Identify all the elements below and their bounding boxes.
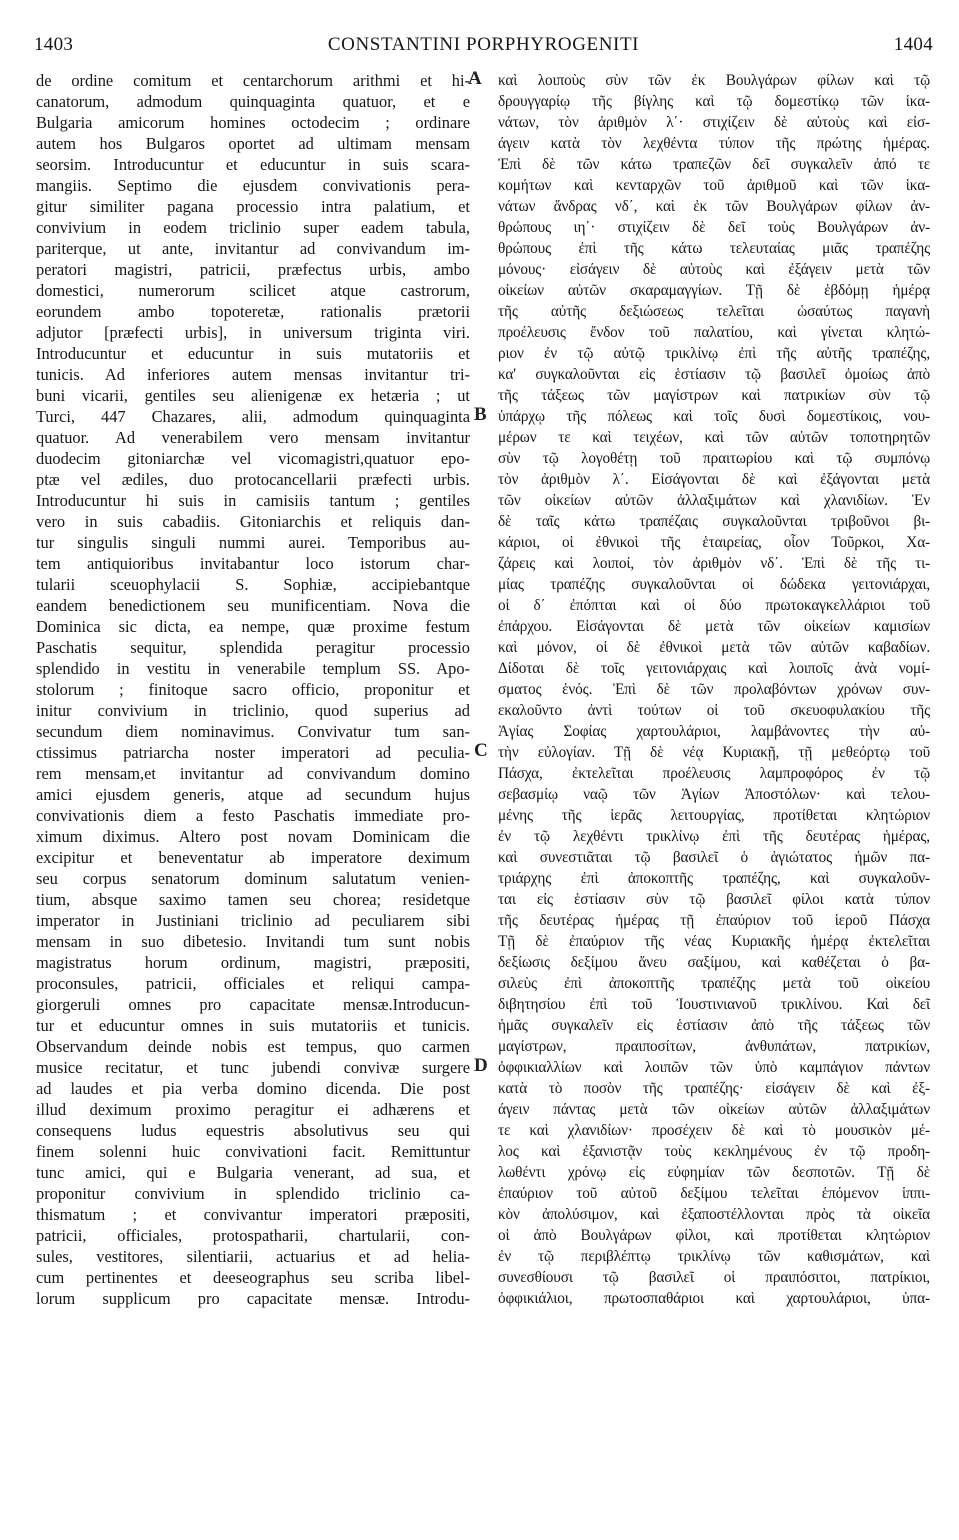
latin-text-line: lorum supplicum pro capacitate mensæ. Introdu-	[36, 1289, 470, 1308]
latin-text-line: mangiis. Septimo die ejusdem convivationis pera-	[36, 176, 470, 195]
greek-text-line: συνεσθίουσι τῷ βασιλεῖ οἱ πραιπόσιτοι, πατρίκιοι,	[498, 1269, 930, 1286]
greek-text-line: καὶ συνεστιᾶται τῷ βασιλεῖ ὁ ἁγιώτατος ἡμῶν πα-	[498, 849, 930, 866]
latin-text-line: cum pertinentes et deeseographus seu scriba libel-	[36, 1268, 470, 1287]
latin-text-line: Turci, 447 Chazares, alii, admodum quinquaginta	[36, 407, 470, 426]
latin-text-line: domestici, numerorum scilicet atque castrorum,	[36, 281, 470, 300]
greek-text-line: κὸν ἀπολύσιμον, καὶ ἐξαποστέλλονται πρὸς τὰ οἰκεῖα	[498, 1206, 930, 1223]
latin-text-line: amici ejusdem generis, atque ad secundum hujus	[36, 785, 470, 804]
latin-text-line: buni vicarii, gentiles seu alienigenæ ex hetæria ; ut	[36, 386, 470, 405]
greek-text-line: τὸν ἀριθμὸν λ΄. Εἰσάγονται δὲ καὶ ἐξάγονται μετὰ	[498, 471, 930, 488]
latin-text-line: initur convivium in triclinio, quod superius ad	[36, 701, 470, 720]
latin-text-line: tur singulis singuli nummi aurei. Temporibus au-	[36, 533, 470, 552]
greek-text-line: δεξίωσις δεξίμου ἄνευ σαξίμου, καὶ καθέζεται ὁ βα-	[498, 954, 930, 971]
latin-text-line: adjutor [præfecti urbis], in universum triginta viri.	[36, 323, 470, 342]
latin-text-line: convivium in eodem triclinio super eadem tabula,	[36, 218, 470, 237]
greek-text-line: σιλεὺς ἐπὶ ἀποκοπτῆς τραπέζης μετὰ τοῦ οἰκείου	[498, 975, 930, 992]
greek-text-line: δρουγγαρίῳ τῆς βίγλης καὶ τῷ δομεστίκῳ τῶν ἱκα-	[498, 93, 930, 110]
latin-text-line: imperator in Justiniani triclinio ad peculiarem sibi	[36, 911, 470, 930]
greek-text-line: σματος ἑνός. Ἐπὶ δὲ τῶν προλαβόντων χρόνων συν-	[498, 681, 930, 698]
latin-text-line: secundum diem nominavimus. Convivatur tum san-	[36, 722, 470, 741]
latin-column	[36, 70, 470, 1309]
greek-text-line: ἐν τῷ λεχθέντι τρικλίνῳ ἐπὶ τῆς δευτέρας ἡμέρας,	[498, 828, 930, 845]
latin-text-line: ptæ vel ædiles, duo protocancellarii præfecti urbis.	[36, 470, 470, 489]
greek-text-line: νάτων ἄνδρας νδ΄, καὶ ἐκ τῶν Βουλγάρων φίλων ἀν-	[498, 198, 930, 215]
latin-text-line: tunc amici, qui e Bulgaria venerant, ad sua, et	[36, 1163, 470, 1182]
greek-text-line: λος καὶ ἐξανιστᾷν τοὺς κεκλημένους ἐν τῷ προδη-	[498, 1143, 930, 1160]
greek-text-line: μίας τραπέζης συγκαλοῦνται οἱ δώδεκα γειτονιάρχαι,	[498, 576, 930, 593]
latin-text-line: Paschatis sequitur, splendida peragitur processio	[36, 638, 470, 657]
greek-text-line: ὑπάρχῳ τῆς πόλεως καὶ τοῖς δυσὶ δομεστίκοις, νου-	[498, 408, 930, 425]
greek-text-line: τῆς αὐτῆς δεξιώσεως τελεῖται ὡσαύτως παγανὴ	[498, 303, 930, 320]
latin-text-line: thismatum ; et convivantur imperatori præpositi,	[36, 1205, 470, 1224]
greek-text-line: εκαλοῦντο ἀντὶ τούτων οἱ τοῦ σκευοφυλακίου τῆς	[498, 702, 930, 719]
latin-text-line: magistratus horum ordinum, magistri, præpositi,	[36, 953, 470, 972]
latin-text-line: tur et educuntur omnes in suis mutatoriis et tunicis.	[36, 1016, 470, 1035]
latin-text-line: tunicis. Ad inferiores autem mensas invitantur tri-	[36, 365, 470, 384]
greek-text-line: άγειν πάντας μετὰ τῶν οἰκείων αὐτῶν ἀλλαξιμάτων	[498, 1101, 930, 1118]
greek-text-line: οἱ δ΄ ἐπόπται καὶ οἱ δύο πρωτοκαγκελλάριοι τοῦ	[498, 597, 930, 614]
latin-text-line: sules, vestitores, silentiarii, actuarius et ad helia-	[36, 1247, 470, 1266]
page-number-left: 1403	[34, 34, 74, 55]
latin-text-line: eandem benedictionem seu munificentiam. Nova die	[36, 596, 470, 615]
greek-text-line: κάριοι, οἱ ἐθνικοὶ τῆς ἑταιρείας, οἷον Τοῦρκοι, Χα-	[498, 534, 930, 551]
latin-text-line: Introducuntur et educuntur in suis mutatoriis et	[36, 344, 470, 363]
greek-text-line: Τῇ δὲ ἐπαύριον τῆς νέας Κυριακῆς ἡμέρᾳ ἐκτελεῖται	[498, 933, 930, 950]
latin-text-line: duodecim gitoniarchæ vel vicomagistri,quatuor epo-	[36, 449, 470, 468]
greek-text-line: μόνους· εἰσάγειν δὲ αὐτοὺς καὶ ἐξάγειν μετὰ τῶν	[498, 261, 930, 278]
greek-text-line: ἡμᾶς συγκαλεῖν εἰς ἑστίασιν ἀπὸ τῆς τάξεως τῶν	[498, 1017, 930, 1034]
greek-text-line: Ἐπὶ δὲ τῶν κάτω τραπεζῶν δεῖ συγκαλεῖν ἀπό τε	[498, 156, 930, 173]
greek-text-line: κατὰ τὸ ποσὸν τῆς τραπέζης· εἰσάγειν δὲ καὶ ἐξ-	[498, 1080, 930, 1097]
latin-text-line: ximum diximus. Altero post novam Dominicam die	[36, 827, 470, 846]
greek-text-line: καὶ μόνον, οἱ δὲ ἐθνικοὶ μετὰ τῶν αὐτῶν καβαδίων.	[498, 639, 930, 656]
latin-text-line: patricii, officiales, protospatharii, chartularii, con-	[36, 1226, 470, 1245]
latin-text-line: ctissimus patriarcha noster imperatori ad peculia-	[36, 743, 470, 762]
latin-text-line: autem hos Bulgaros oportet ad ultimam mensam	[36, 134, 470, 153]
greek-text-line: τριάρχης ἐπὶ ἀποκοπτῆς τραπέζης, καὶ συγκαλοῦν-	[498, 870, 930, 887]
page-number-right: 1404	[893, 34, 933, 55]
latin-text-line: eorundem ambo topoteretæ, rationalis prætorii	[36, 302, 470, 321]
greek-text-line: ὀφφικιάλιοι, πρωτοσπαθάριοι καὶ χαρτουλάριοι, ὑπα-	[498, 1290, 930, 1307]
latin-text-line: quatuor. Ad venerabilem vero mensam invitantur	[36, 428, 470, 447]
greek-text-line: μαγίστρων, πραιποσίτων, ἀνθυπάτων, πατρικίων,	[498, 1038, 930, 1055]
greek-text-line: Δίδοται δὲ τοῖς γειτονιάρχαις καὶ λοιποῖς ἀνὰ νομί-	[498, 660, 930, 677]
greek-text-line: θρώπους ἐπὶ τῆς κάτω τελευταίας μιᾶς τραπέζης	[498, 240, 930, 257]
latin-text-line: proconsules, patricii, officiales et reliqui campa-	[36, 974, 470, 993]
latin-text-line: Bulgaria amicorum homines octodecim ; ordinare	[36, 113, 470, 132]
latin-text-line: excipitur et beneventatur ab imperatore deximum	[36, 848, 470, 867]
section-marker-d: D	[474, 1055, 488, 1076]
greek-text-line: ἐν τῷ περιβλέπτῳ τρικλίνῳ τῶν καθισμάτων, καὶ	[498, 1248, 930, 1265]
greek-text-line: μέρων τε καὶ τειχέων, καὶ τῶν αὐτῶν τοποτηρητῶν	[498, 429, 930, 446]
latin-text-line: Dominica sic dicta, ea nempe, quæ proxime festum	[36, 617, 470, 636]
greek-text-line: ἐπαύριον τοῦ αὐτοῦ δεξίμου τελεῖται ἑπόμενον ἱππι-	[498, 1185, 930, 1202]
section-marker-c: C	[474, 740, 488, 761]
latin-text-line: peratori magistri, patricii, præfectus urbis, ambo	[36, 260, 470, 279]
latin-text-line: Introducuntur hi suis in camisiis tantum ; gentiles	[36, 491, 470, 510]
latin-text-line: de ordine comitum et centarchorum arithmi et hi-	[36, 71, 470, 90]
greek-text-line: κομήτων καὶ κενταρχῶν τοῦ ἀριθμοῦ καὶ τῶν ἱκα-	[498, 177, 930, 194]
latin-text-line: tularii sceuophylacii S. Sophiæ, accipiebantque	[36, 575, 470, 594]
latin-text-line: consequens ludus equestris absolutivus seu qui	[36, 1121, 470, 1140]
greek-text-line: τῆς τάξεως τῶν μαγίστρων καὶ πατρικίων σὺν τῷ	[498, 387, 930, 404]
greek-text-line: τῆς δευτέρας ἡμέρας τῇ ἐπαύριον τοῦ ἱεροῦ Πάσχα	[498, 912, 930, 929]
greek-text-line: καὶ λοιποὺς σὺν τῶν ἐκ Βουλγάρων φίλων καὶ τῷ	[498, 72, 930, 89]
greek-text-line: τε καὶ χλανιδίων· προσέχειν δὲ καὶ τὸ μουσικὸν μέ-	[498, 1122, 930, 1139]
greek-text-line: Πάσχα, ἐκτελεῖται προέλευσις λαμπροφόρος ἐν τῷ	[498, 765, 930, 782]
latin-text-line: vero in suis cabadiis. Gitoniarchis et reliquis dan-	[36, 512, 470, 531]
greek-text-line: τὴν εὐλογίαν. Τῇ δὲ νέᾳ Κυριακῇ, τῇ μεθεόρτῳ τοῦ	[498, 744, 930, 761]
greek-text-line: δὲ ταῖς κάτω τραπέζαις συγκαλοῦνται τριβοῦνοι βι-	[498, 513, 930, 530]
latin-text-line: gitur similiter pagana processio intra palatium, et	[36, 197, 470, 216]
greek-text-line: προέλευσις ἔνδον τοῦ παλατίου, καὶ γίνεται κλητώ-	[498, 324, 930, 341]
greek-text-line: ριον ἐν τῷ αὐτῷ τρικλίνῳ ἐπὶ τῆς αὐτῆς τραπέζης,	[498, 345, 930, 362]
latin-text-line: canatorum, admodum quinquaginta quatuor, et e	[36, 92, 470, 111]
section-marker-b: B	[474, 404, 487, 425]
latin-text-line: ad laudes et pia verba domino dicenda. Die post	[36, 1079, 470, 1098]
latin-text-line: splendido in vestitu in venerabile templum SS. Apo-	[36, 659, 470, 678]
greek-text-line: οἰκείων αὐτῶν σκαραμαγγίων. Τῇ δὲ ἑβδόμῃ ἡμέρᾳ	[498, 282, 930, 299]
running-header	[34, 34, 933, 60]
greek-text-line: άγειν κατὰ τὸν λεχθέντα τύπον τῆς πρώτης ἡμέρας.	[498, 135, 930, 152]
latin-text-line: tem antiquioribus invitabantur loco istorum char-	[36, 554, 470, 573]
latin-text-line: rem mensam,et invitantur ad convivandum domino	[36, 764, 470, 783]
latin-text-line: illud deximum proximo peragitur ei adhærens et	[36, 1100, 470, 1119]
greek-text-line: ται εἰς ἑστίασιν σὺν τῷ βασιλεῖ φίλοι κατὰ τύπον	[498, 891, 930, 908]
greek-text-line: κα' συγκαλοῦνται εἰς ἑστίασιν τῷ βασιλεῖ ὁμοίως ἀπὸ	[498, 366, 930, 383]
latin-text-line: proponitur convivium in splendido triclinio ca-	[36, 1184, 470, 1203]
greek-text-line: Ἁγίας Σοφίας χαρτουλάριοι, λαμβάνοντες τὴν αὐ-	[498, 723, 930, 740]
greek-text-line: διβητησίου ἐπὶ τοῦ Ἰουστινιανοῦ τρικλίνου. Καὶ δεῖ	[498, 996, 930, 1013]
greek-column	[498, 70, 930, 1309]
section-marker-a: A	[468, 68, 482, 89]
latin-text-line: seu corpus senatorum dominum salutatum venien-	[36, 869, 470, 888]
latin-text-line: pariterque, ut ante, invitantur ad convivandum im-	[36, 239, 470, 258]
greek-text-line: λωθέντι χρόνῳ εἰς εὐφημίαν τῶν δεσποτῶν. Τῇ δὲ	[498, 1164, 930, 1181]
running-title: CONSTANTINI PORPHYROGENITI	[327, 34, 640, 55]
latin-text-line: seorsim. Introducuntur et educuntur in suis scara-	[36, 155, 470, 174]
latin-text-line: musice recitatur, et tunc jubendi convivæ surgere	[36, 1058, 470, 1077]
latin-text-line: Observandum deinde nobis est tempus, quo carmen	[36, 1037, 470, 1056]
greek-text-line: οἱ ἀπὸ Βουλγάρων φίλοι, καὶ προτίθεται κλητώριον	[498, 1227, 930, 1244]
latin-text-line: stolorum ; finitoque sacro officio, proponitur et	[36, 680, 470, 699]
greek-text-line: σεβασμίῳ ναῷ τῶν Ἁγίων Ἀποστόλων· καὶ τελου-	[498, 786, 930, 803]
latin-text-line: giorgeruli omnes pro capacitate mensæ.Introducun-	[36, 995, 470, 1014]
latin-text-line: mensam in suo dibetesio. Invitandi tum sunt nobis	[36, 932, 470, 951]
greek-text-line: ὀφφικιαλλίων καὶ λοιπῶν τῶν ὑπὸ καμπάγιον πάντων	[498, 1059, 930, 1076]
greek-text-line: σὺν τῷ λογοθέτῃ τοῦ πραιτωρίου καὶ τῷ συμπόνῳ	[498, 450, 930, 467]
greek-text-line: ἐπάρχου. Εἰσάγονται δὲ μετὰ τῶν οἰκείων καμισίων	[498, 618, 930, 635]
greek-text-line: μένης τῆς ἱερᾶς λειτουργίας, προτίθεται κλητώριον	[498, 807, 930, 824]
greek-text-line: ζάρεις καὶ λοιποί, τὸν ἀριθμὸν νδ΄. Ἐπὶ δὲ τῆς τι-	[498, 555, 930, 572]
latin-text-line: finem solenni huic convivationi facit. Remittuntur	[36, 1142, 470, 1161]
greek-text-line: θρώπους ιη΄· στιχίζειν δὲ δεῖ τοὺς Βουλγάρων ἀν-	[498, 219, 930, 236]
latin-text-line: convivationis diem a festo Paschatis immediate pro-	[36, 806, 470, 825]
greek-text-line: τῶν οἰκείων αὐτῶν ἀλλαξιμάτων καὶ χλανιδίων. Ἐν	[498, 492, 930, 509]
latin-text-line: tium, absque saximo tamen seu chorea; residetque	[36, 890, 470, 909]
greek-text-line: νάτων, τὸν ἀριθμὸν λ΄· στιχίζειν δὲ αὐτοὺς καὶ εἰσ-	[498, 114, 930, 131]
